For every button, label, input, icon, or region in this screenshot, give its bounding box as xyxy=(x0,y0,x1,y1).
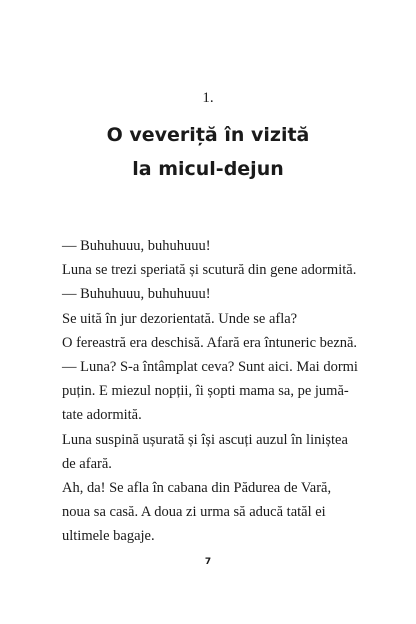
body-text xyxy=(62,234,362,549)
chapter-title xyxy=(0,118,416,186)
chapter-title-line: O veveriță în vizită xyxy=(106,124,310,146)
text-line: Luna se trezi speriată și scutură din gene adormită. xyxy=(62,262,357,279)
text-line: — Buhuhuuu, buhuhuuu! xyxy=(62,238,211,254)
text-line: noua sa casă. A doua zi urma să aducă tatăl ei xyxy=(62,504,326,521)
text-line: Luna suspină ușurată și își ascuți auzul în liniștea xyxy=(62,431,348,448)
text-line: Ah, da! Se afla în cabana din Pădurea de Vară, xyxy=(62,480,332,497)
text-line: tate adormită. xyxy=(62,407,142,424)
chapter-number: 1. xyxy=(202,90,214,106)
text-line: — Buhuhuuu, buhuhuuu! xyxy=(62,286,211,303)
text-line: — Luna? S-a întâmplat ceva? Sunt aici. Mai dormi xyxy=(62,359,358,376)
text-line: ultimele bagaje. xyxy=(62,528,155,545)
page-number: 7 xyxy=(204,557,212,567)
text-line: Se uită în jur dezorientată. Unde se afla? xyxy=(62,310,298,327)
text-line: de afară. xyxy=(62,455,112,472)
text-line: puțin. E miezul nopții, îi șopti mama sa, pe jumă- xyxy=(62,383,349,400)
chapter-title-line: la micul-dejun xyxy=(132,158,284,180)
text-line: O fereastră era deschisă. Afară era întuneric beznă. xyxy=(62,334,358,351)
